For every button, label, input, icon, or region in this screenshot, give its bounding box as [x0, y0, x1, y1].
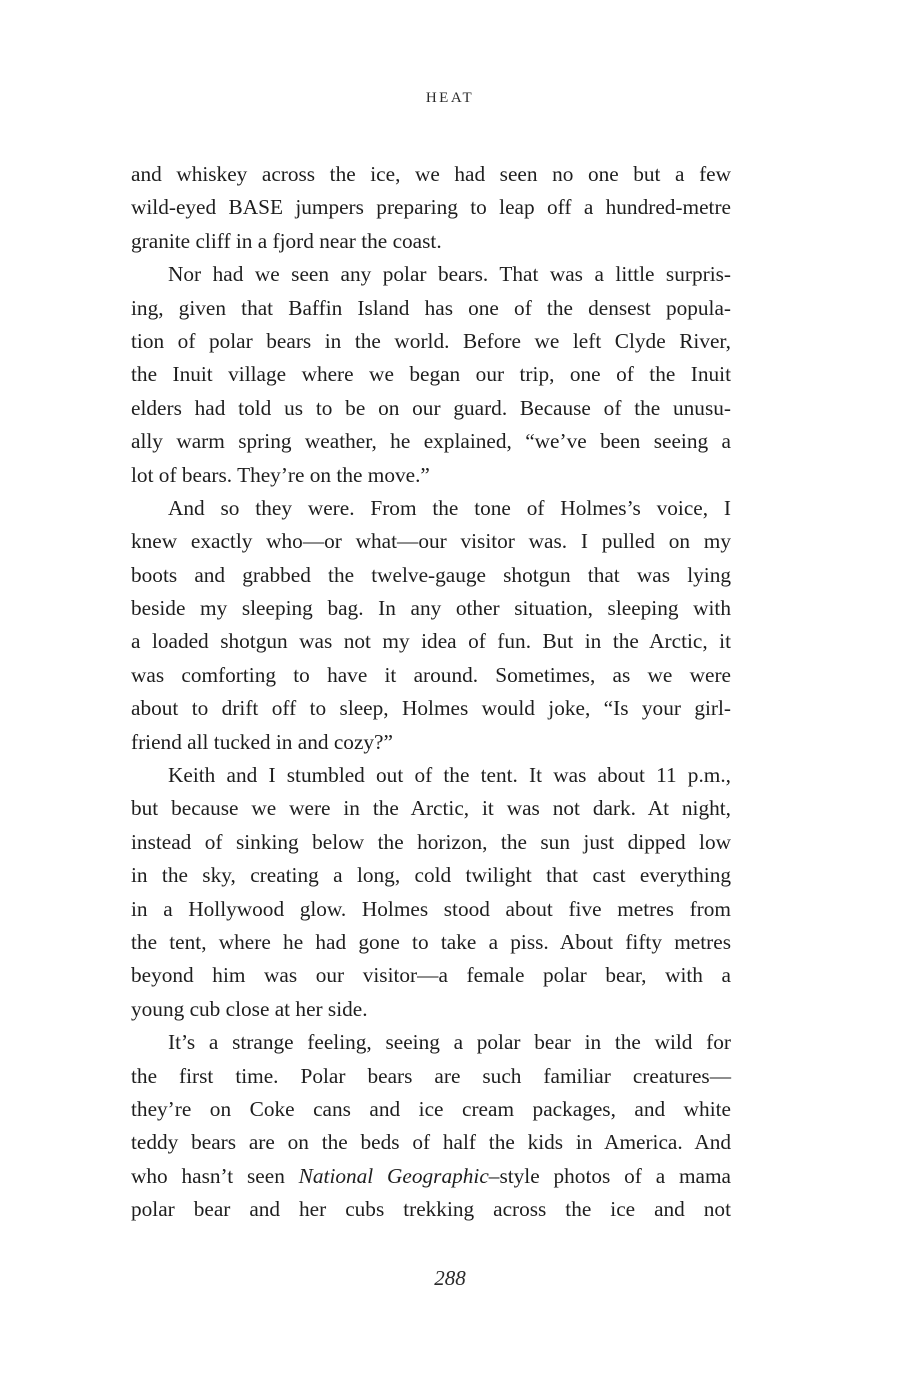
text-line: the Inuit village where we began our trip, one of the Inuit — [131, 362, 731, 387]
paragraph — [131, 258, 731, 492]
text-line: boots and grabbed the twelve-gauge shotgun that was lying — [131, 562, 731, 587]
text-line: And so they were. From the tone of Holmes’s voice, I — [168, 495, 731, 520]
body-text — [131, 158, 731, 1227]
text-line: a loaded shotgun was not my idea of fun. But in the Arctic, it — [131, 629, 731, 654]
text-line: in a Hollywood glow. Holmes stood about five metres from — [131, 896, 731, 921]
text-line: but because we were in the Arctic, it was not dark. At night, — [131, 796, 731, 821]
text-line: ally warm spring weather, he explained, “we’ve been seeing a — [131, 429, 731, 454]
text-line: was comforting to have it around. Sometimes, as we were — [131, 662, 731, 687]
paragraph — [131, 759, 731, 1026]
text-line: polar bear and her cubs trekking across the ice and not — [131, 1197, 731, 1222]
text-line: ing, given that Baffin Island has one of the densest popula- — [131, 295, 731, 320]
running-head: HEAT — [425, 90, 475, 106]
text-line: beyond him was our visitor—a female polar bear, with a — [131, 963, 731, 988]
text-line: about to drift off to sleep, Holmes would joke, “Is your girl- — [131, 696, 731, 721]
text-line: It’s a strange feeling, seeing a polar bear in the wild for — [168, 1030, 731, 1055]
paragraph — [131, 492, 731, 759]
text-line: the tent, where he had gone to take a piss. About fifty metres — [131, 929, 731, 954]
text-line: young cub close at her side. — [131, 996, 368, 1021]
text-line: and whiskey across the ice, we had seen no one but a few — [131, 162, 731, 186]
text-line: granite cliff in a fjord near the coast. — [131, 228, 442, 253]
text-line: who hasn’t seen National Geographic–style photos of a mama — [131, 1163, 732, 1188]
text-line: in the sky, creating a long, cold twilight that cast everything — [131, 863, 731, 888]
paragraph — [131, 158, 731, 258]
page-number: 288 — [434, 1266, 466, 1290]
text-line: wild-eyed BASE jumpers preparing to leap off a hundred-metre — [131, 195, 731, 220]
text-line: friend all tucked in and cozy?” — [131, 729, 393, 754]
text-line: elders had told us to be on our guard. Because of the unusu- — [131, 395, 731, 420]
text-line: teddy bears are on the beds of half the kids in America. And — [131, 1130, 731, 1155]
text-line: they’re on Coke cans and ice cream packages, and white — [131, 1096, 731, 1121]
text-line: Keith and I stumbled out of the tent. It was about 11 p.m., — [168, 763, 731, 788]
text-line: knew exactly who—or what—our visitor was. I pulled on my — [131, 529, 731, 554]
text-line: the first time. Polar bears are such familiar creatures— — [131, 1063, 731, 1088]
text-line: lot of bears. They’re on the move.” — [131, 462, 430, 487]
text-line: beside my sleeping bag. In any other situation, sleeping with — [131, 596, 731, 621]
text-line: instead of sinking below the horizon, the sun just dipped low — [131, 829, 731, 854]
text-line: Nor had we seen any polar bears. That was a little surpris- — [168, 262, 731, 287]
text-line: tion of polar bears in the world. Before we left Clyde River, — [131, 328, 731, 353]
paragraph — [131, 1026, 731, 1226]
